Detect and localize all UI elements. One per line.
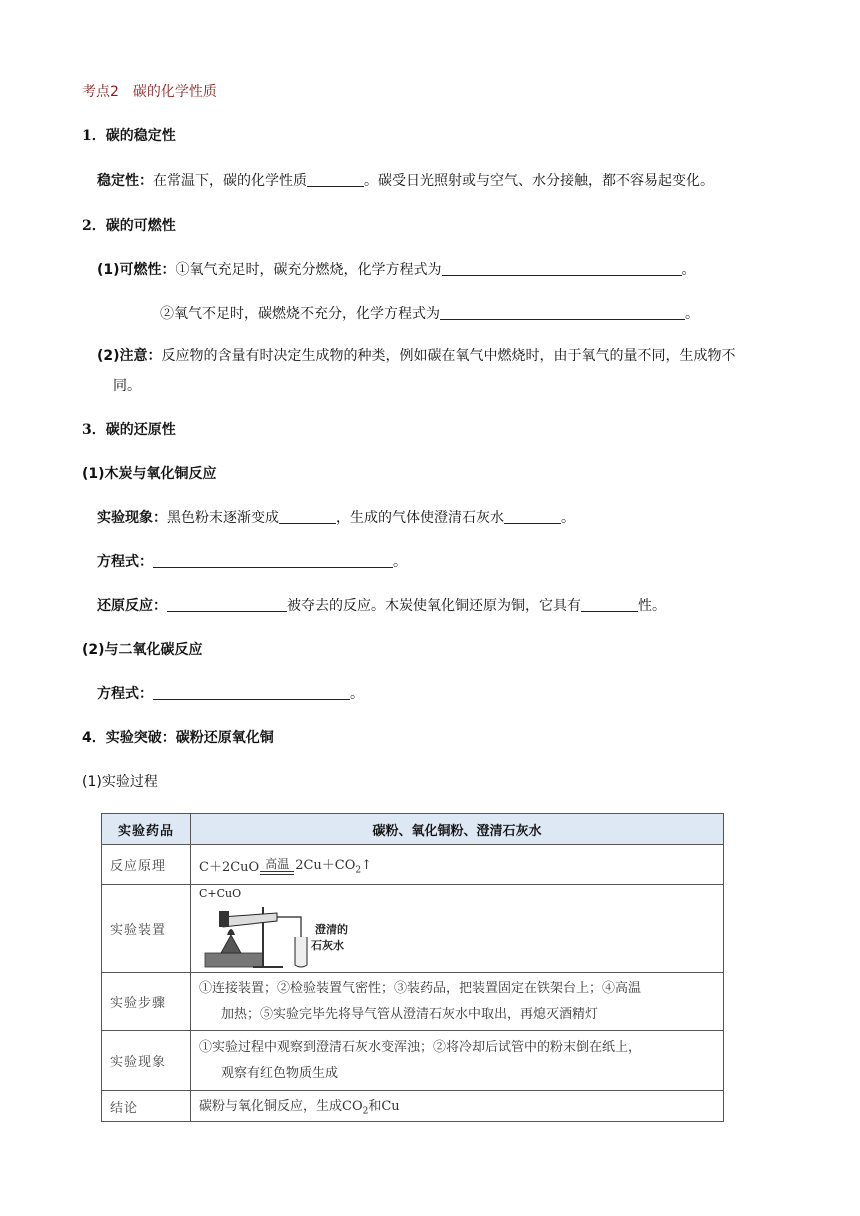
note-continuation: 同。 [113, 378, 141, 394]
item2-text: ②氧气不足时，碳燃烧不充分，化学方程式为 [160, 306, 440, 322]
lamp-stand-icon [205, 953, 263, 967]
equation-label: 方程式： [97, 554, 153, 570]
combustibility-item-2 [160, 304, 699, 324]
phenomenon-value [191, 1031, 724, 1091]
conclusion-b: 和Cu [368, 1099, 400, 1115]
clamp-icon [219, 911, 229, 927]
equation-paragraph [97, 552, 407, 572]
table-row [102, 814, 724, 845]
reduction-b: 性。 [638, 598, 666, 614]
reduction-paragraph [97, 596, 666, 616]
equation-end: 。 [393, 554, 407, 570]
stability-text-after: 。碳受日光照射或与空气、水分接触，都不容易起变化。 [364, 173, 714, 189]
phenomenon-label: 实验现象： [97, 510, 167, 526]
stability-text-before: 在常温下，碳的化学性质 [153, 173, 307, 189]
products-text: 2Cu＋CO [295, 857, 356, 873]
label-lime-water-2: 石灰水 [311, 938, 344, 952]
steps-key: 实验步骤 [102, 973, 191, 1031]
phen-a: 黑色粉末逐渐变成 [167, 510, 279, 526]
phen-b: ，生成的气体使澄清石灰水 [336, 510, 504, 526]
label-lime-water-1: 澄清的 [315, 922, 348, 936]
reaction-condition [260, 858, 294, 875]
experiment-table [101, 813, 724, 1122]
phenomenon-line-2: 观察有红色物质生成 [221, 1065, 339, 1081]
combustibility-note [97, 346, 736, 366]
answer-blank[interactable] [153, 552, 393, 568]
heading-reducibility: 3．碳的还原性 [82, 422, 176, 438]
phenomenon-line-1: ①实验过程中观察到澄清石灰水变浑浊；②将冷却后试管中的粉末倒在纸上， [199, 1039, 642, 1055]
table-row [102, 845, 724, 885]
equation2-end: 。 [350, 686, 364, 702]
answer-blank[interactable] [442, 260, 682, 276]
item1-label: (1)可燃性： [97, 262, 176, 278]
stability-label: 稳定性： [97, 173, 153, 189]
equation-products [295, 854, 372, 876]
phenomenon-key: 实验现象 [102, 1031, 191, 1091]
note-text: 反应物的含量有时决定生成物的种类，例如碳在氧气中燃烧时，由于氧气的量不同，生成物不 [161, 348, 736, 364]
heading-experiment: 4．实验突破：碳粉还原氧化铜 [82, 730, 274, 746]
item1-text: ①氧气充足时，碳充分燃烧，化学方程式为 [175, 262, 442, 278]
reaction-equation [199, 854, 372, 876]
answer-blank[interactable] [440, 304, 685, 320]
equal-bars [260, 871, 294, 875]
label-c-cuo: C+CuO [199, 886, 242, 900]
answer-blank[interactable] [307, 171, 364, 187]
table-row [102, 1031, 724, 1091]
equation2-label: 方程式： [97, 686, 153, 702]
reduction-label: 还原反应： [97, 598, 167, 614]
apparatus-key: 实验装置 [102, 885, 191, 973]
sub-heading-charcoal-cuo: (1)木炭与氧化铜反应 [82, 466, 217, 482]
alcohol-lamp-icon [221, 935, 241, 953]
principle-key: 反应原理 [102, 845, 191, 885]
subscript: 2 [362, 1106, 369, 1117]
apparatus-diagram [197, 887, 357, 971]
answer-blank[interactable] [279, 508, 336, 524]
note-label: (2)注意： [97, 348, 162, 364]
equation-reactants: C＋2CuO [199, 860, 260, 876]
conclusion-value [191, 1091, 724, 1122]
sub-heading-process: (1)实验过程 [82, 774, 158, 790]
test-tube-icon [221, 913, 277, 927]
phenomenon-paragraph [97, 508, 575, 528]
conclusion-key: 结论 [102, 1091, 191, 1122]
lime-water-tube-icon [295, 937, 307, 967]
sub-heading-co2: (2)与二氧化碳反应 [82, 642, 203, 658]
combustibility-item-1 [97, 260, 696, 280]
header-value: 碳粉、氧化铜粉、澄清石灰水 [191, 814, 724, 845]
stability-paragraph [97, 171, 714, 191]
heading-combustibility: 2．碳的可燃性 [82, 218, 176, 234]
equation2-paragraph [97, 684, 364, 704]
steps-line-2: 加热；⑤实验完毕先将导气管从澄清石灰水中取出，再熄灭酒精灯 [221, 1006, 599, 1022]
steps-line-1: ①连接装置；②检验装置气密性；③装药品，把装置固定在铁架台上；④高温 [199, 980, 642, 996]
principle-value [191, 845, 724, 885]
flame-icon [227, 929, 235, 935]
header-key: 实验药品 [102, 814, 191, 845]
table-row [102, 973, 724, 1031]
reduction-a: 被夺去的反应。木炭使氧化铜还原为铜，它具有 [287, 598, 581, 614]
answer-blank[interactable] [167, 596, 287, 612]
steps-value [191, 973, 724, 1031]
subscript: 2 [355, 865, 362, 876]
condition-text: 高温 [265, 857, 290, 872]
phen-c: 。 [561, 510, 575, 526]
heading-stability: 1．碳的稳定性 [82, 128, 176, 144]
table-row [102, 885, 724, 973]
answer-blank[interactable] [581, 596, 638, 612]
conclusion-a: 碳粉与氧化铜反应，生成CO [199, 1099, 363, 1115]
item1-end: 。 [681, 262, 696, 278]
gas-arrow-icon: ↑ [361, 857, 373, 873]
answer-blank[interactable] [504, 508, 561, 524]
section-title: 考点2 碳的化学性质 [82, 84, 217, 100]
apparatus-value [191, 885, 724, 973]
answer-blank[interactable] [153, 684, 350, 700]
table-row [102, 1091, 724, 1122]
item2-end: 。 [685, 306, 699, 322]
